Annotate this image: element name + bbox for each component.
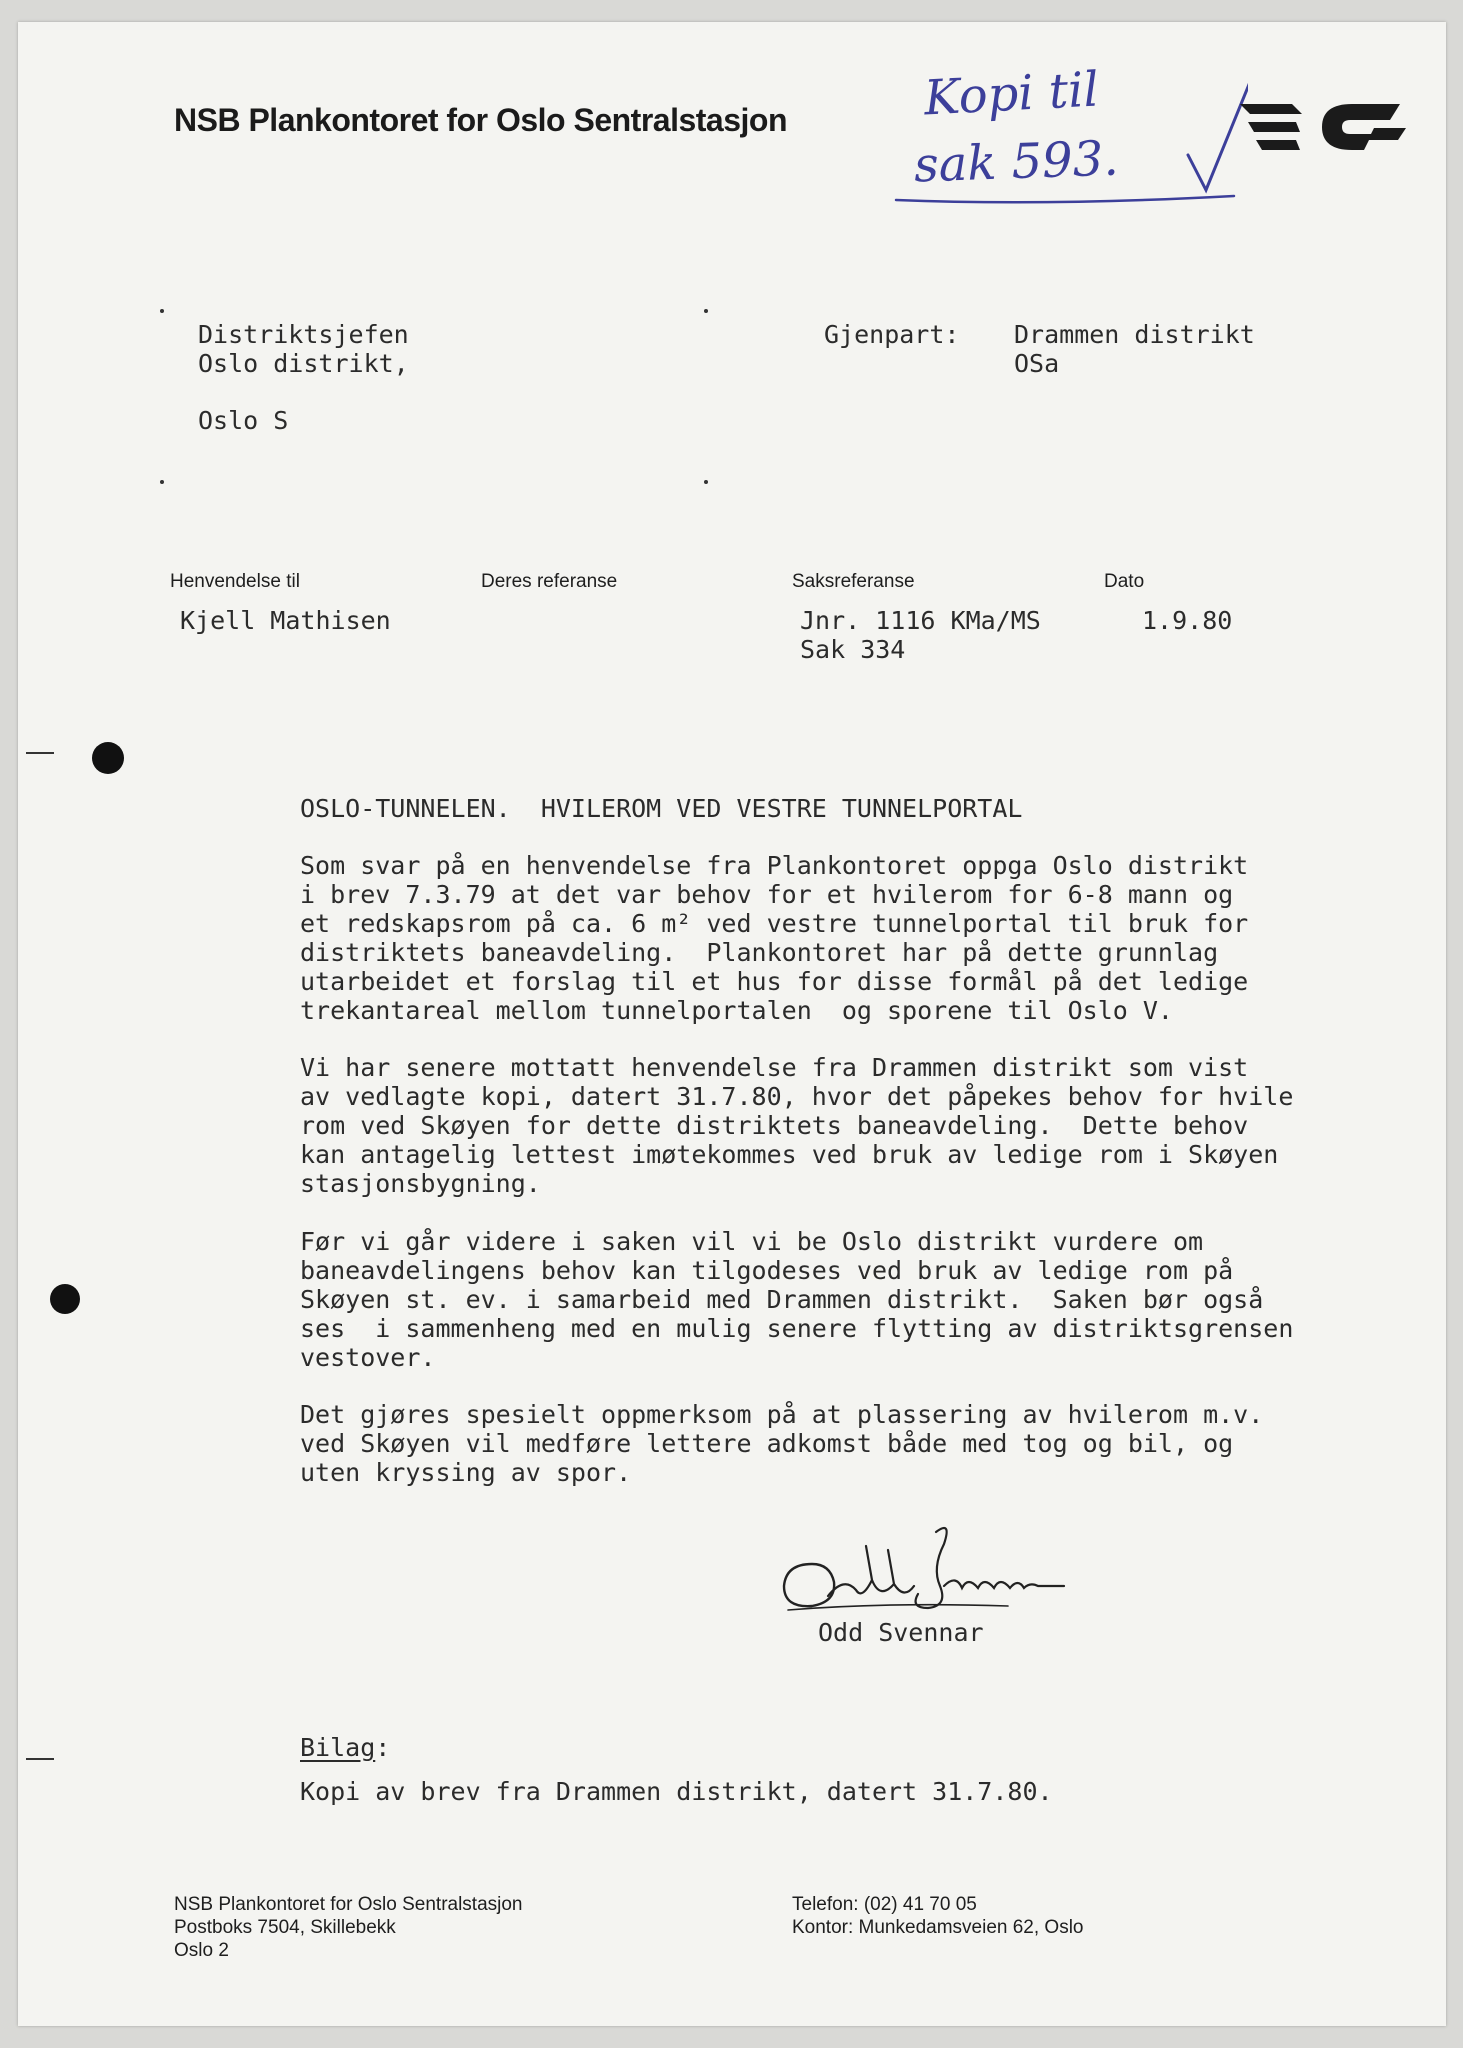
body-paragraph-1: [300, 851, 1248, 1025]
body-line: ved Skøyen vil medføre lettere adkomst både med tog og bil, og: [300, 1429, 1234, 1458]
body-line: utarbeidet et forslag til et hus for disse formål på det ledige: [300, 967, 1249, 996]
signature-name: Odd Svennar: [818, 1618, 984, 1647]
body-line: Som svar på en henvendelse fra Plankontoret oppga Oslo distrikt: [300, 851, 1249, 880]
margin-dot: [704, 309, 708, 313]
handwritten-signature: [768, 1516, 1068, 1626]
recipient-line1: Distriktsjefen: [198, 320, 409, 349]
header-saksreferanse: Saksreferanse: [792, 571, 915, 592]
copy-to-label: Gjenpart:: [824, 320, 960, 349]
body-line: trekantareal mellom tunnelportalen og sporene til Oslo V.: [300, 996, 1173, 1025]
footer-po-box: Postboks 7504, Skillebekk: [174, 1917, 396, 1938]
copy-to-line1: Drammen distrikt: [1014, 320, 1255, 349]
attachments-label: Bilag: [300, 1733, 376, 1762]
body-line: uten kryssing av spor.: [300, 1458, 632, 1487]
footer-city: Oslo 2: [174, 1940, 229, 1961]
footer-right: [792, 1893, 1084, 1939]
footer-office-address: Kontor: Munkedamsveien 62, Oslo: [792, 1917, 1084, 1938]
body-line: Skøyen st. ev. i samarbeid med Drammen distrikt. Saken bør også: [300, 1285, 1264, 1314]
body-line: vestover.: [300, 1343, 436, 1372]
footer-org-name: NSB Plankontoret for Oslo Sentralstasjon: [174, 1894, 523, 1915]
body-line: baneavdelingens behov kan tilgodeses ved bruk av ledige rom på: [300, 1256, 1234, 1285]
punch-hole-mark: [50, 1284, 80, 1314]
body-line: Før vi går videre i saken vil vi be Oslo distrikt vurdere om: [300, 1227, 1204, 1256]
attachments-colon: :: [375, 1733, 391, 1762]
footer-left: [174, 1893, 523, 1962]
attachments-text: Kopi av brev fra Drammen distrikt, datert 31.7.80.: [300, 1777, 1053, 1806]
value-saksref-line2: Sak 334: [800, 635, 906, 664]
recipient-line2: Oslo distrikt,: [198, 349, 409, 378]
value-saksref-line1: Jnr. 1116 KMa/MS: [800, 606, 1041, 635]
footer-phone: Telefon: (02) 41 70 05: [792, 1894, 977, 1915]
margin-dot: [160, 480, 164, 484]
letterhead-title: NSB Plankontoret for Oslo Sentralstasjon: [174, 102, 787, 138]
punch-hole-mark: [92, 742, 124, 774]
body-line: stasjonsbygning.: [300, 1169, 541, 1198]
fold-mark: [26, 752, 54, 754]
body-line: kan antagelig lettest imøtekommes ved bruk av ledige rom i Skøyen: [300, 1140, 1279, 1169]
body-paragraph-2: [300, 1053, 1293, 1198]
body-line: Vi har senere mottatt henvendelse fra Drammen distrikt som vist: [300, 1053, 1249, 1082]
attachments-heading: [300, 1733, 390, 1762]
handwritten-checkmark-icon: [888, 60, 1248, 210]
header-deres-referanse: Deres referanse: [481, 571, 618, 592]
header-henvendelse: Henvendelse til: [170, 571, 300, 592]
body-paragraph-3: [300, 1227, 1293, 1372]
value-dato: 1.9.80: [1142, 606, 1233, 635]
value-henvendelse: Kjell Mathisen: [180, 606, 391, 635]
body-line: ses i sammenheng med en mulig senere flytting av distriktsgrensen: [300, 1314, 1294, 1343]
letter-page: [18, 22, 1446, 2026]
margin-dot: [704, 480, 708, 484]
copy-to-line2: OSa: [1014, 349, 1060, 378]
handwritten-note-line1: Kopi til: [922, 61, 1101, 127]
fold-mark: [26, 1758, 54, 1760]
body-line: i brev 7.3.79 at det var behov for et hvilerom for 6-8 mann og: [300, 880, 1234, 909]
body-paragraph-4: [300, 1400, 1263, 1487]
recipient-line3: Oslo S: [198, 406, 289, 435]
body-line: et redskapsrom på ca. 6 m² ved vestre tunnelportal til bruk for: [300, 909, 1249, 938]
margin-dot: [160, 309, 164, 313]
handwritten-note-line2: sak 593.: [913, 130, 1120, 194]
subject-line: OSLO-TUNNELEN. HVILEROM VED VESTRE TUNNELPORTAL: [300, 794, 1023, 823]
body-line: Det gjøres spesielt oppmerksom på at plassering av hvilerom m.v.: [300, 1400, 1264, 1429]
header-dato: Dato: [1104, 571, 1145, 592]
nsb-logo-icon: [1240, 100, 1406, 154]
body-line: distriktets baneavdeling. Plankontoret har på dette grunnlag: [300, 938, 1219, 967]
body-line: rom ved Skøyen for dette distriktets baneavdeling. Dette behov: [300, 1111, 1249, 1140]
body-line: av vedlagte kopi, datert 31.7.80, hvor det påpekes behov for hvile: [300, 1082, 1294, 1111]
